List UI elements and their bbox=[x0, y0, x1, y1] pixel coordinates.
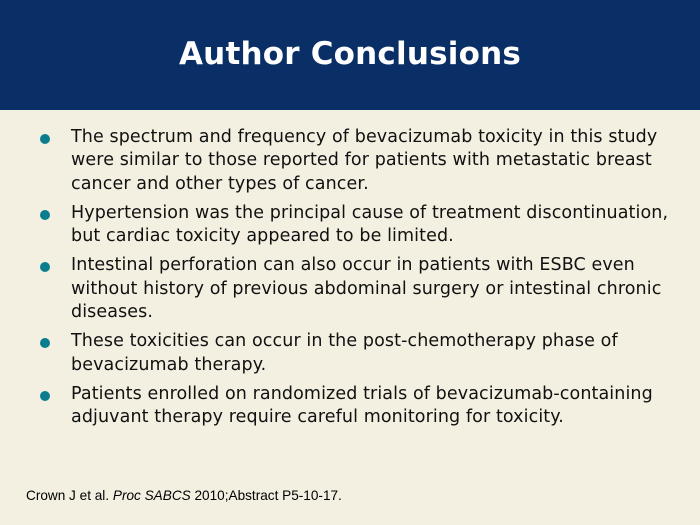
bullet-list bbox=[40, 126, 670, 436]
bullet-dot-icon bbox=[40, 338, 50, 348]
bullet-dot-icon bbox=[40, 210, 50, 220]
citation-journal: Proc SABCS bbox=[112, 488, 191, 503]
bullet-item bbox=[40, 330, 670, 377]
bullet-text: Intestinal perforation can also occur in patients with ESBC even without history of previous abdominal surgery or intestinal chronic diseases. bbox=[71, 255, 662, 323]
bullet-item bbox=[40, 126, 670, 196]
bullet-dot-icon bbox=[40, 134, 50, 144]
bullet-item bbox=[40, 383, 670, 430]
bullet-text: The spectrum and frequency of bevacizumab toxicity in this study were similar to those reported for patients with metastatic breast cancer and other types of cancer. bbox=[71, 127, 658, 194]
citation-details: 2010;Abstract P5-10-17. bbox=[194, 488, 342, 503]
bullet-item bbox=[40, 202, 670, 249]
bullet-dot-icon bbox=[40, 391, 50, 401]
title-bar bbox=[0, 0, 700, 110]
bullet-text: Hypertension was the principal cause of treatment discontinuation, but cardiac toxicity appeared to be limited. bbox=[71, 202, 669, 247]
bullet-dot-icon bbox=[40, 262, 50, 272]
slide-title: Author Conclusions bbox=[178, 36, 521, 72]
citation bbox=[26, 488, 342, 503]
bullet-text: These toxicities can occur in the post-chemotherapy phase of bevacizumab therapy. bbox=[71, 331, 618, 375]
citation-authors: Crown J et al. bbox=[26, 488, 110, 503]
bullet-item bbox=[40, 254, 670, 324]
bullet-text: Patients enrolled on randomized trials of bevacizumab-containing adjuvant therapy require careful monitoring for toxicity. bbox=[71, 383, 653, 428]
